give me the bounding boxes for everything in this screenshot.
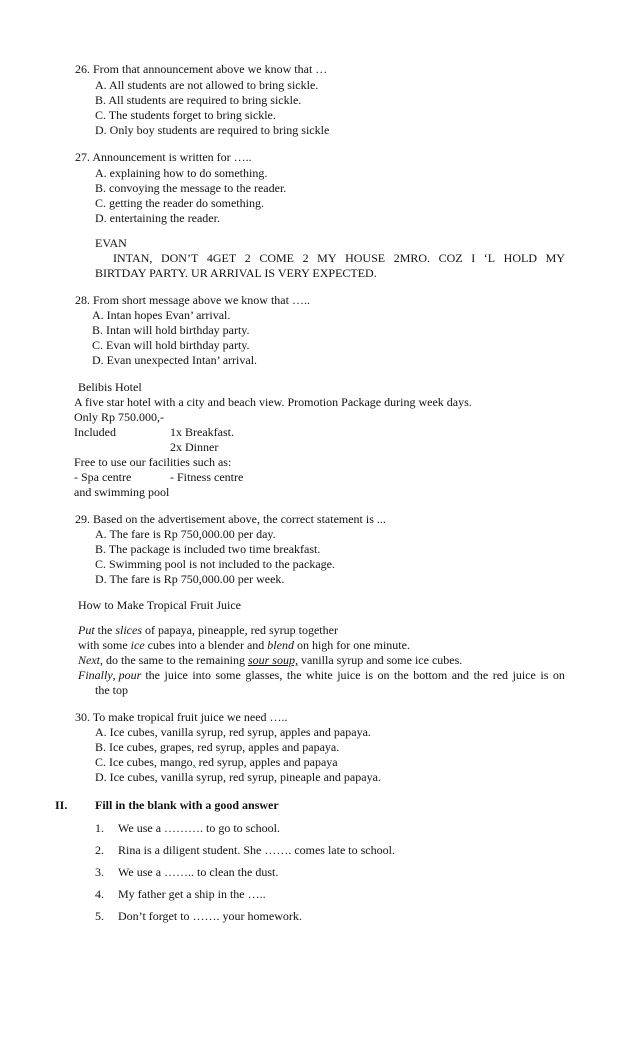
word: HOUSE [345,251,386,265]
word: some [215,668,241,682]
option-b: B. The package is included two time breakfast. [95,542,321,556]
word: DON’T [160,251,199,265]
option-b: B. Intan will hold birthday party. [92,323,250,337]
option-d: D. Evan unexpected Intan’ arrival. [92,353,258,367]
recipe-word: slices [115,623,143,637]
recipe-word: Finally [78,668,113,682]
word: on [552,668,565,682]
recipe-line-3 [78,653,462,668]
option-text: red syrup, apples and papaya [195,755,338,769]
option-d: D. Ice cubes, vanilla syrup, red syrup, pineaple and papaya. [95,770,381,784]
option-c: C. The students forget to bring sickle. [95,108,276,122]
word: juice [337,668,361,682]
word: COME [259,251,295,265]
recipe-line-1 [78,623,338,638]
recipe-word: Next [78,653,100,667]
word: white [306,668,333,682]
word: juice [512,668,536,682]
option-a: A. Ice cubes, vanilla syrup, red syrup, apples and papaya. [95,725,371,739]
option-c [95,755,338,770]
recipe-word: the [94,623,116,637]
included-item: 2x Dinner [170,440,219,454]
message-sender: EVAN [95,236,127,250]
option-text: , [192,755,196,769]
recipe-line-4 [78,668,565,683]
word: COZ [438,251,463,265]
option-d: D. entertaining the reader. [95,211,220,225]
recipe-word: of papaya, pineapple, red syrup together [142,623,338,637]
recipe-word: cubes into a blender and [144,638,268,652]
word: and [451,668,470,682]
recipe-title: How to Make Tropical Fruit Juice [78,598,241,612]
option-a: A. explaining how to do something. [95,166,268,180]
recipe-word: vanilla syrup and some ice cubes. [297,653,463,667]
recipe-word: Put [78,623,95,637]
word: 4GET [206,251,237,265]
option-a: A. The fare is Rp 750,000.00 per day. [95,527,276,541]
option-a: A. Intan hopes Evan’ arrival. [92,308,231,322]
recipe-word: sour soup, [247,653,298,667]
question-stem: 29. Based on the advertisement above, the correct statement is ... [75,512,386,526]
word: MY [317,251,337,265]
word: the [145,668,161,682]
blank-item-text: Don’t forget to ……. your homework. [118,909,302,923]
blank-item-number: 3. [95,865,104,879]
word: the [473,668,489,682]
blank-item-text: We use a ………. to go to school. [118,821,281,835]
word: is [540,668,549,682]
blank-item-text: Rina is a diligent student. She ……. comes late to school. [118,843,395,857]
word: 2MRO. [393,251,431,265]
question-stem: 30. To make tropical fruit juice we need ….. [75,710,288,724]
word: bottom [413,668,448,682]
word: I [471,251,476,265]
word: into [192,668,212,682]
option-c: C. getting the reader do something. [95,196,264,210]
word: the [394,668,409,682]
question-stem: 28. From short message above we know that ….. [75,293,310,307]
word: red [492,668,509,682]
word: ‘L [483,251,496,265]
word: is [365,668,374,682]
recipe-word: ice [130,638,145,652]
included-item: 1x Breakfast. [170,425,234,439]
blank-item-number: 4. [95,887,104,901]
recipe-word: , do the same to the remaining [100,653,248,667]
facilities-intro: Free to use our facilities such as: [74,455,232,469]
option-c: C. Evan will hold birthday party. [92,338,250,352]
word: MY [545,251,565,265]
facility-item: and swimming pool [74,485,170,499]
blank-item-number: 1. [95,821,104,835]
option-c: C. Swimming pool is not included to the package. [95,557,335,571]
section-numeral: II. [55,798,68,812]
facility-item: - Fitness centre [170,470,244,484]
word: on [377,668,390,682]
word: 2 [302,251,309,265]
blank-item-text: We use a …….. to clean the dust. [118,865,279,879]
recipe-word: blend [267,638,294,652]
blank-item-text: My father get a ship in the ….. [118,887,266,901]
facility-item: - Spa centre [74,470,132,484]
recipe-line-5: the top [95,683,128,697]
recipe-word: pour [118,668,142,682]
option-a: A. All students are not allowed to bring sickle. [95,78,319,92]
option-text: C. Ice cubes, mango [95,755,193,769]
recipe-line-2 [78,638,410,653]
recipe-word: on high for one minute. [293,638,410,652]
section-heading: Fill in the blank with a good answer [95,798,279,812]
hotel-description: A five star hotel with a city and beach view. Promotion Package during week days. [74,395,472,409]
option-d: D. Only boy students are required to bring sickle [95,123,330,137]
blank-item-number: 2. [95,843,104,857]
option-b: B. convoying the message to the reader. [95,181,287,195]
included-label: Included [74,425,116,439]
word: HOLD [503,251,537,265]
word: glasses, [245,668,283,682]
option-b: B. All students are required to bring sickle. [95,93,302,107]
option-b: B. Ice cubes, grapes, red syrup, apples and papaya. [95,740,340,754]
question-stem: 27. Announcement is written for ….. [75,150,252,164]
word: INTAN, [113,251,153,265]
message-line-2: BIRTDAY PARTY. UR ARRIVAL IS VERY EXPECTED. [95,266,377,280]
word: the [286,668,302,682]
recipe-word: with some [78,638,131,652]
recipe-word: , [112,668,119,682]
word: 2 [244,251,251,265]
question-stem: 26. From that announcement above we know that … [75,62,328,76]
blank-item-number: 5. [95,909,104,923]
hotel-name: Belibis Hotel [78,380,142,394]
hotel-price: Only Rp 750.000,- [74,410,164,424]
option-d: D. The fare is Rp 750,000.00 per week. [95,572,285,586]
recipe-line-4-rest [145,668,565,683]
word: juice [164,668,188,682]
message-line-1 [113,251,565,266]
